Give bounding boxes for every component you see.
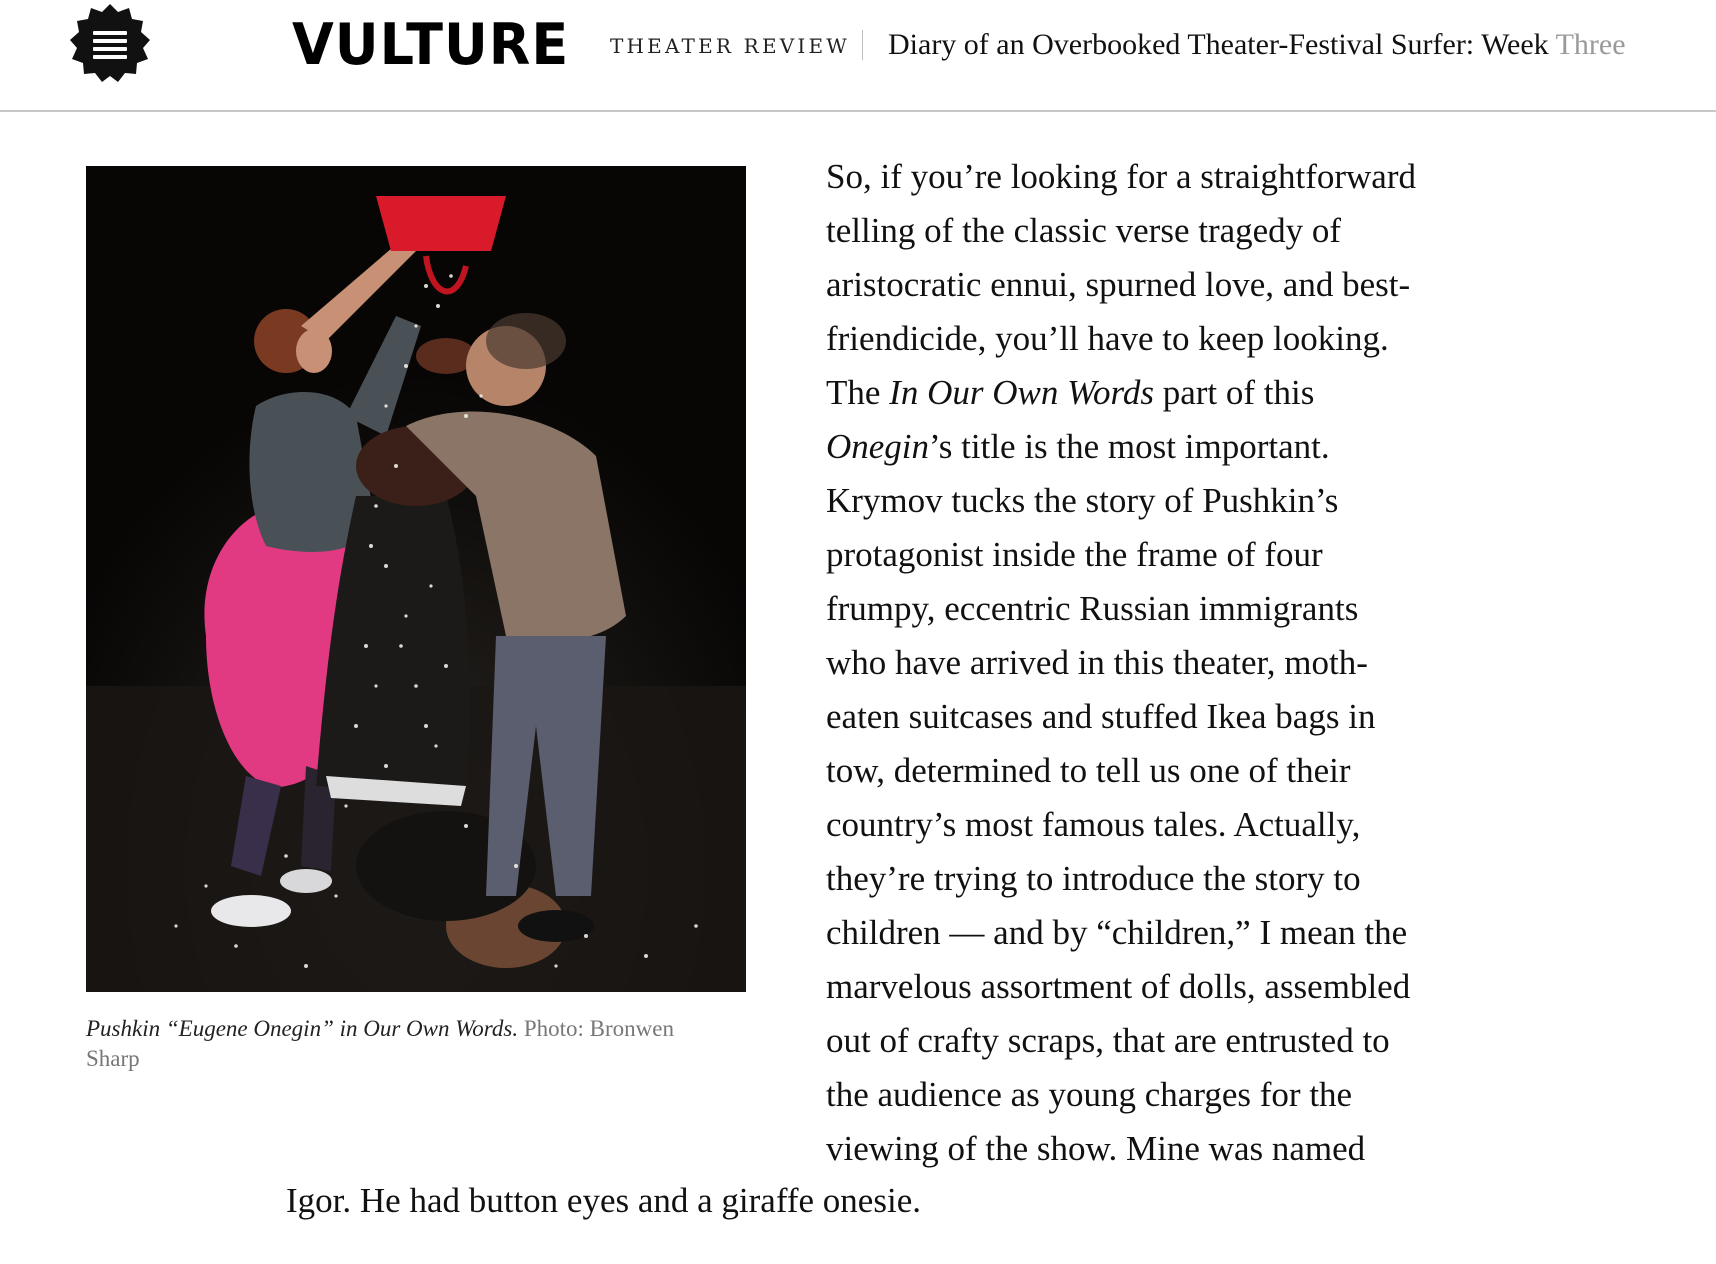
- article-line: Igor. He had button eyes and a giraffe onesie.: [286, 1181, 921, 1220]
- article-text: part of this: [1153, 373, 1315, 412]
- article-line: children — and by “children,” I mean the: [826, 913, 1408, 952]
- article-line: out of crafty scraps, that are entrusted to: [826, 1021, 1390, 1060]
- header-divider: [862, 30, 863, 60]
- article-line: [826, 420, 1506, 474]
- article-line: country’s most famous tales. Actually,: [826, 805, 1361, 844]
- article-line: [826, 366, 1506, 420]
- article-line: the audience as young charges for the: [826, 1075, 1353, 1114]
- article-line: frumpy, eccentric Russian immigrants: [826, 589, 1359, 628]
- article-line: viewing of the show. Mine was named: [826, 1129, 1366, 1168]
- photo-credit: Photo: Bronwen Sharp: [86, 1016, 674, 1071]
- article-text: The: [826, 373, 890, 412]
- site-header: [0, 0, 1716, 112]
- article-line: Krymov tucks the story of Pushkin’s: [826, 481, 1339, 520]
- article-text: ’s title is the most important.: [929, 427, 1330, 466]
- article-body: [826, 150, 1506, 1176]
- italic-title: In Our Own Words: [889, 373, 1154, 412]
- hamburger-menu-icon[interactable]: [68, 2, 152, 86]
- article-headline: [888, 27, 1688, 63]
- article-line: telling of the classic verse tragedy of: [826, 211, 1342, 250]
- caption-title: Pushkin “Eugene Onegin” in Our Own Words.: [86, 1016, 519, 1041]
- article-line: protagonist inside the frame of four: [826, 535, 1323, 574]
- article-line: they’re trying to introduce the story to: [826, 859, 1361, 898]
- article-line: So, if you’re looking for a straightforward: [826, 157, 1416, 196]
- article-line: tow, determined to tell us one of their: [826, 751, 1351, 790]
- article-line: friendicide, you’ll have to keep looking.: [826, 319, 1389, 358]
- headline-text-faded: Three: [1555, 28, 1626, 61]
- article-line: marvelous assortment of dolls, assembled: [826, 967, 1411, 1006]
- article-photo: [86, 166, 746, 992]
- article-line: aristocratic ennui, spurned love, and best-: [826, 265, 1411, 304]
- headline-text: Diary of an Overbooked Theater-Festival Surfer: Week: [888, 28, 1556, 61]
- italic-title: Onegin: [826, 427, 930, 466]
- article-line: who have arrived in this theater, moth-: [826, 643, 1368, 682]
- photo-caption: [86, 1014, 706, 1074]
- section-label[interactable]: THEATER REVIEW: [610, 34, 851, 58]
- vulture-logo[interactable]: VULTURE: [292, 11, 570, 78]
- article-line: eaten suitcases and stuffed Ikea bags in: [826, 697, 1376, 736]
